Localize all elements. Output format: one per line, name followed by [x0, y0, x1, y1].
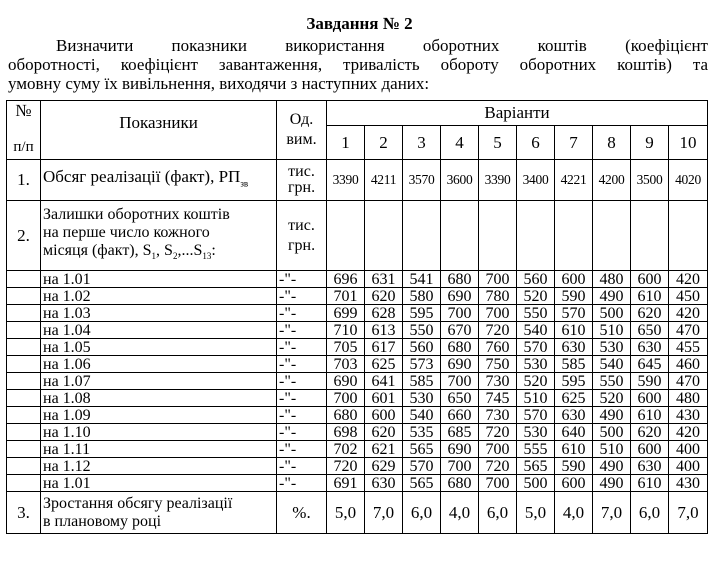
- month-number-cell: [7, 356, 41, 373]
- header-variants: Варіанти: [327, 101, 708, 126]
- month-number-cell: [7, 373, 41, 390]
- month-value: 570: [403, 458, 441, 475]
- month-value: 550: [593, 373, 631, 390]
- row3-unit: %.: [277, 492, 327, 534]
- month-value: 680: [441, 271, 479, 288]
- month-value: 700: [479, 475, 517, 492]
- header-number-symbol: №: [15, 101, 32, 120]
- month-number-cell: [7, 288, 41, 305]
- data-table: [6, 100, 708, 534]
- row1-value-7: 4221: [555, 160, 593, 201]
- month-value: 613: [365, 322, 403, 339]
- month-value: 555: [517, 441, 555, 458]
- month-number-cell: [7, 441, 41, 458]
- row3-value-1: 5,0: [327, 492, 365, 534]
- month-value: 700: [327, 390, 365, 407]
- month-value: 690: [441, 441, 479, 458]
- month-value: 480: [593, 271, 631, 288]
- month-value: 690: [441, 288, 479, 305]
- month-number-cell: [7, 339, 41, 356]
- month-value: 520: [593, 390, 631, 407]
- month-value: 720: [479, 424, 517, 441]
- month-value: 490: [593, 407, 631, 424]
- month-value: 500: [593, 305, 631, 322]
- table-row: [7, 373, 708, 390]
- table-row: [7, 305, 708, 322]
- month-value: 620: [631, 424, 669, 441]
- row1-name-text: Обсяг реалізації (факт), РП: [43, 166, 241, 186]
- row1-value-1: 3390: [327, 160, 365, 201]
- month-value: 680: [441, 339, 479, 356]
- row2-empty-cell-10: [669, 201, 708, 271]
- row1-value-3: 3570: [403, 160, 441, 201]
- variant-number-3: 3: [403, 126, 441, 160]
- task-title: Завдання № 2: [306, 14, 413, 33]
- month-unit: -"-: [277, 305, 327, 322]
- month-value: 540: [403, 407, 441, 424]
- variant-number-10: 10: [669, 126, 708, 160]
- month-value: 621: [365, 441, 403, 458]
- month-value: 702: [327, 441, 365, 458]
- row1-unit-line2: грн.: [287, 179, 316, 196]
- month-value: 690: [327, 373, 365, 390]
- header-unit: [277, 101, 327, 160]
- month-value: 585: [403, 373, 441, 390]
- row2-unit-line2: грн.: [287, 236, 316, 254]
- month-value: 610: [555, 441, 593, 458]
- row3-name-line2: в плановому році: [43, 512, 162, 530]
- variant-number-5: 5: [479, 126, 517, 160]
- month-value: 630: [555, 407, 593, 424]
- month-value: 700: [441, 458, 479, 475]
- month-value: 701: [327, 288, 365, 305]
- row1-number: 1.: [7, 160, 41, 201]
- month-label: на 1.05: [41, 339, 277, 356]
- month-value: 510: [593, 441, 631, 458]
- row2-unit-line1: тис.: [288, 216, 315, 234]
- header-number-sub: п/п: [13, 139, 34, 155]
- month-value: 650: [631, 322, 669, 339]
- month-unit: -"-: [277, 441, 327, 458]
- row2-empty-cell-6: [517, 201, 555, 271]
- row2-empty-cell-2: [365, 201, 403, 271]
- row1-value-10: 4020: [669, 160, 708, 201]
- month-value: 590: [555, 288, 593, 305]
- table-row: [7, 390, 708, 407]
- row1-name-sub: зв: [240, 178, 249, 189]
- month-value: 700: [479, 305, 517, 322]
- table-row: [7, 441, 708, 458]
- row1-unit-line1: тис.: [288, 163, 315, 180]
- month-label: на 1.09: [41, 407, 277, 424]
- intro-line-1: Визначити показники використання оборотних коштів (коефіцієнт: [56, 36, 708, 55]
- row3-value-10: 7,0: [669, 492, 708, 534]
- intro-line-2: оборотності, коефіцієнт завантаження, тривалість обороту оборотних коштів) та: [8, 55, 708, 74]
- row2-empty-cell-3: [403, 201, 441, 271]
- header-number: [7, 101, 41, 160]
- row3-value-7: 4,0: [555, 492, 593, 534]
- variant-number-4: 4: [441, 126, 479, 160]
- month-label: на 1.12: [41, 458, 277, 475]
- month-value: 510: [593, 322, 631, 339]
- month-value: 617: [365, 339, 403, 356]
- month-value: 698: [327, 424, 365, 441]
- month-value: 590: [631, 373, 669, 390]
- month-value: 400: [669, 458, 708, 475]
- row1-unit: [277, 160, 327, 201]
- month-value: 455: [669, 339, 708, 356]
- month-label: на 1.07: [41, 373, 277, 390]
- month-value: 610: [631, 475, 669, 492]
- intro-line-3: умовну суму їх вивільнення, виходячи з наступних даних:: [8, 74, 430, 93]
- month-value: 530: [517, 424, 555, 441]
- row2-empty-cell-8: [593, 201, 631, 271]
- month-number-cell: [7, 390, 41, 407]
- month-value: 580: [403, 288, 441, 305]
- variant-number-8: 8: [593, 126, 631, 160]
- month-value: 700: [441, 373, 479, 390]
- month-value: 630: [555, 339, 593, 356]
- month-value: 610: [555, 322, 593, 339]
- month-value: 680: [441, 475, 479, 492]
- month-value: 640: [555, 424, 593, 441]
- row2-unit: [277, 201, 327, 271]
- month-value: 600: [631, 390, 669, 407]
- variant-number-7: 7: [555, 126, 593, 160]
- month-label: на 1.08: [41, 390, 277, 407]
- month-value: 645: [631, 356, 669, 373]
- month-value: 690: [441, 356, 479, 373]
- month-unit: -"-: [277, 458, 327, 475]
- month-value: 565: [517, 458, 555, 475]
- month-value: 630: [365, 475, 403, 492]
- month-value: 670: [441, 322, 479, 339]
- month-value: 630: [631, 458, 669, 475]
- month-value: 600: [365, 407, 403, 424]
- row1-value-6: 3400: [517, 160, 555, 201]
- month-value: 680: [327, 407, 365, 424]
- month-value: 610: [631, 407, 669, 424]
- month-value: 601: [365, 390, 403, 407]
- row3-value-3: 6,0: [403, 492, 441, 534]
- row1-name: [41, 160, 277, 201]
- month-value: 585: [555, 356, 593, 373]
- month-unit: -"-: [277, 407, 327, 424]
- month-value: 700: [479, 271, 517, 288]
- variant-number-1: 1: [327, 126, 365, 160]
- row3-name-line1: Зростання обсягу реалізації: [43, 494, 233, 512]
- table-row: [7, 288, 708, 305]
- header-unit-line2: вим.: [286, 131, 317, 148]
- month-label: на 1.04: [41, 322, 277, 339]
- table-row: [7, 475, 708, 492]
- month-value: 705: [327, 339, 365, 356]
- month-unit: -"-: [277, 288, 327, 305]
- month-label: на 1.03: [41, 305, 277, 322]
- month-value: 520: [517, 373, 555, 390]
- row2-sep-2: ,...S: [177, 241, 203, 259]
- row2-sep-1: , S: [156, 241, 173, 259]
- month-value: 420: [669, 424, 708, 441]
- month-number-cell: [7, 271, 41, 288]
- month-value: 595: [403, 305, 441, 322]
- month-value: 510: [517, 390, 555, 407]
- row1-value-2: 4211: [365, 160, 403, 201]
- month-value: 570: [517, 339, 555, 356]
- month-value: 430: [669, 407, 708, 424]
- month-unit: -"-: [277, 373, 327, 390]
- month-value: 490: [593, 475, 631, 492]
- row2-empty-cell-1: [327, 201, 365, 271]
- variant-number-2: 2: [365, 126, 403, 160]
- month-value: 625: [365, 356, 403, 373]
- month-value: 745: [479, 390, 517, 407]
- month-value: 628: [365, 305, 403, 322]
- month-number-cell: [7, 322, 41, 339]
- month-value: 660: [441, 407, 479, 424]
- row2-empty-cell-7: [555, 201, 593, 271]
- month-value: 750: [479, 356, 517, 373]
- month-value: 600: [555, 475, 593, 492]
- row1-value-9: 3500: [631, 160, 669, 201]
- month-value: 450: [669, 288, 708, 305]
- month-number-cell: [7, 424, 41, 441]
- row2-name-line3: [43, 242, 276, 265]
- month-unit: -"-: [277, 356, 327, 373]
- month-value: 400: [669, 441, 708, 458]
- table-row: [7, 271, 708, 288]
- table-row: [7, 322, 708, 339]
- row2-sub-1: 1: [151, 251, 157, 262]
- month-value: 600: [631, 271, 669, 288]
- month-value: 699: [327, 305, 365, 322]
- row3-value-6: 5,0: [517, 492, 555, 534]
- month-value: 631: [365, 271, 403, 288]
- month-value: 500: [517, 475, 555, 492]
- month-value: 700: [441, 305, 479, 322]
- month-unit: -"-: [277, 271, 327, 288]
- month-value: 625: [555, 390, 593, 407]
- row3-number: 3.: [7, 492, 41, 534]
- month-label: на 1.06: [41, 356, 277, 373]
- row2-empty-cell-9: [631, 201, 669, 271]
- task-description: [8, 36, 708, 93]
- month-value: 570: [555, 305, 593, 322]
- month-value: 620: [365, 424, 403, 441]
- month-unit: -"-: [277, 390, 327, 407]
- month-value: 430: [669, 475, 708, 492]
- table-row: [7, 407, 708, 424]
- month-value: 520: [517, 288, 555, 305]
- row2-name: [41, 201, 277, 271]
- header-indicators: Показники: [41, 101, 277, 160]
- month-value: 590: [555, 458, 593, 475]
- month-value: 470: [669, 373, 708, 390]
- month-label: на 1.01: [41, 271, 277, 288]
- month-value: 490: [593, 288, 631, 305]
- row3-name: [41, 492, 277, 534]
- month-value: 685: [441, 424, 479, 441]
- month-value: 629: [365, 458, 403, 475]
- row1-value-4: 3600: [441, 160, 479, 201]
- row2-empty-cell-4: [441, 201, 479, 271]
- month-value: 630: [631, 339, 669, 356]
- month-value: 530: [517, 356, 555, 373]
- month-value: 560: [517, 271, 555, 288]
- month-unit: -"-: [277, 475, 327, 492]
- month-number-cell: [7, 305, 41, 322]
- variant-number-9: 9: [631, 126, 669, 160]
- month-value: 730: [479, 373, 517, 390]
- month-label: на 1.02: [41, 288, 277, 305]
- month-value: 720: [479, 458, 517, 475]
- month-value: 650: [441, 390, 479, 407]
- row2-name-line2: на перше число кожного: [43, 223, 210, 241]
- row3-value-9: 6,0: [631, 492, 669, 534]
- month-value: 720: [327, 458, 365, 475]
- row2-number: 2.: [7, 201, 41, 271]
- variant-number-6: 6: [517, 126, 555, 160]
- month-value: 420: [669, 305, 708, 322]
- month-number-cell: [7, 407, 41, 424]
- month-value: 541: [403, 271, 441, 288]
- header-unit-line1: Од.: [289, 111, 314, 128]
- month-unit: -"-: [277, 322, 327, 339]
- month-value: 700: [479, 441, 517, 458]
- row2-name-line3-text: місяця (факт), S: [43, 241, 152, 259]
- table-row: [7, 424, 708, 441]
- month-value: 560: [403, 339, 441, 356]
- month-value: 600: [555, 271, 593, 288]
- month-label: на 1.10: [41, 424, 277, 441]
- month-value: 570: [517, 407, 555, 424]
- month-value: 691: [327, 475, 365, 492]
- table-row: [7, 339, 708, 356]
- month-number-cell: [7, 458, 41, 475]
- month-value: 540: [593, 356, 631, 373]
- month-value: 540: [517, 322, 555, 339]
- month-value: 730: [479, 407, 517, 424]
- month-value: 720: [479, 322, 517, 339]
- month-value: 573: [403, 356, 441, 373]
- month-value: 530: [403, 390, 441, 407]
- month-value: 500: [593, 424, 631, 441]
- row3-value-2: 7,0: [365, 492, 403, 534]
- month-value: 600: [631, 441, 669, 458]
- table-row: [7, 356, 708, 373]
- month-value: 780: [479, 288, 517, 305]
- month-label: на 1.01: [41, 475, 277, 492]
- month-value: 710: [327, 322, 365, 339]
- month-value: 490: [593, 458, 631, 475]
- month-value: 595: [555, 373, 593, 390]
- row1-value-5: 3390: [479, 160, 517, 201]
- month-value: 565: [403, 475, 441, 492]
- month-value: 703: [327, 356, 365, 373]
- month-value: 696: [327, 271, 365, 288]
- row2-name-line1: Залишки оборотних коштів: [43, 205, 230, 223]
- month-value: 620: [365, 288, 403, 305]
- month-value: 420: [669, 271, 708, 288]
- month-value: 610: [631, 288, 669, 305]
- row1-value-8: 4200: [593, 160, 631, 201]
- row2-tail: :: [211, 241, 216, 259]
- month-value: 535: [403, 424, 441, 441]
- month-value: 530: [593, 339, 631, 356]
- month-number-cell: [7, 475, 41, 492]
- month-value: 641: [365, 373, 403, 390]
- month-value: 760: [479, 339, 517, 356]
- month-unit: -"-: [277, 424, 327, 441]
- row3-value-8: 7,0: [593, 492, 631, 534]
- month-value: 460: [669, 356, 708, 373]
- month-value: 550: [403, 322, 441, 339]
- month-value: 470: [669, 322, 708, 339]
- month-value: 550: [517, 305, 555, 322]
- row2-sub-13: 13: [202, 251, 212, 262]
- month-label: на 1.11: [41, 441, 277, 458]
- month-value: 565: [403, 441, 441, 458]
- month-value: 620: [631, 305, 669, 322]
- row3-value-5: 6,0: [479, 492, 517, 534]
- table-row: [7, 458, 708, 475]
- month-value: 480: [669, 390, 708, 407]
- month-unit: -"-: [277, 339, 327, 356]
- row2-empty-cell-5: [479, 201, 517, 271]
- row2-sub-2: 2: [172, 251, 178, 262]
- row3-value-4: 4,0: [441, 492, 479, 534]
